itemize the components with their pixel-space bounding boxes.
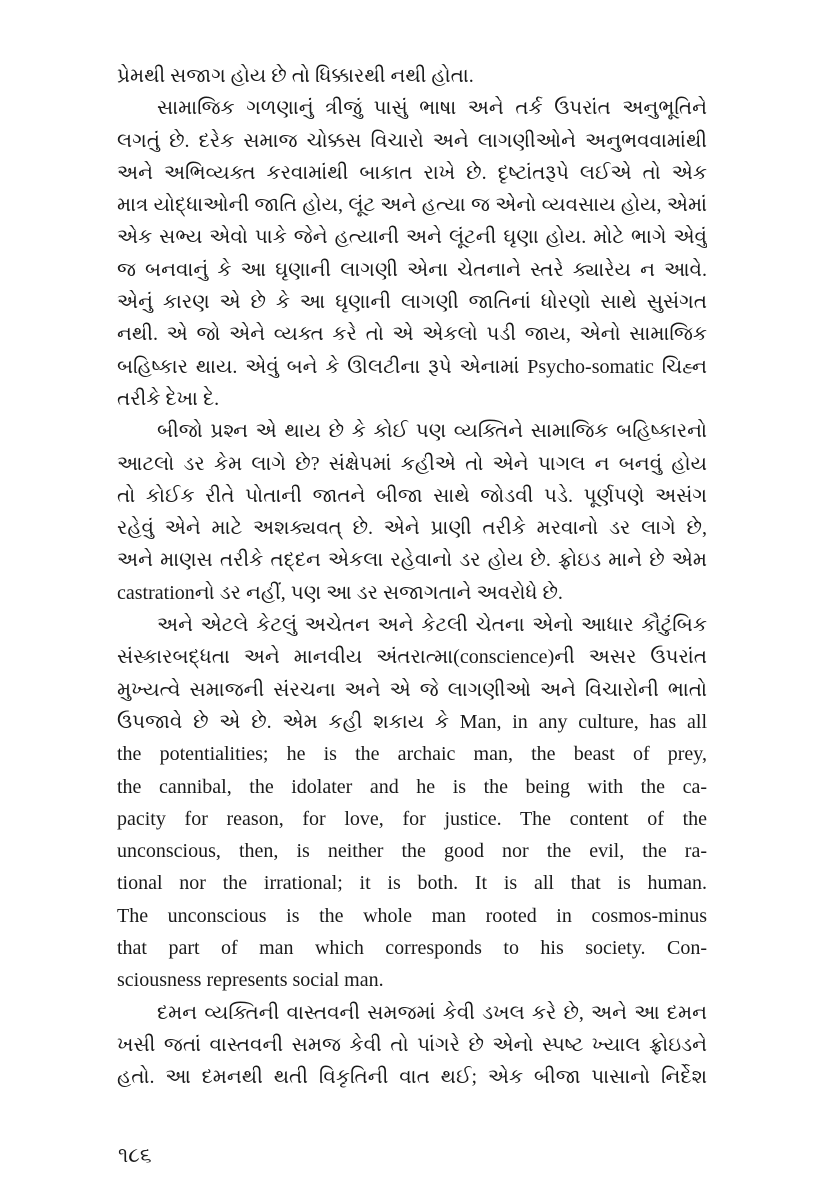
text-line: પ્રેમથી સજાગ હોય છે તો ધિક્કારથી નથી હોતા. xyxy=(117,65,474,87)
text-line: એનું કારણ એ છે કે આ ઘૃણાની લાગણી જાતિનાં ધોરણો સાથે સુસંગત xyxy=(117,291,707,314)
text-line: the potentialities; he is the archaic man, the beast of prey, xyxy=(117,743,707,766)
text-line: બહિષ્કાર થાય. એવું બને કે ઊલટીના રૂપે એનામાં Psycho-somatic ચિહ્ન xyxy=(117,355,707,378)
text-line: બીજો પ્રશ્ન એ થાય છે કે કોઈ પણ વ્યક્તિને સામાજિક બહિષ્કારનો xyxy=(157,420,707,443)
text-line: તો કોઈક રીતે પોતાની જાતને બીજા સાથે જોડવી પડે. પૂર્ણપણે અસંગ xyxy=(117,484,707,507)
text-line: castrationનો ડર નહીં, પણ આ ડર સજાગતાને અવરોધે છે. xyxy=(117,581,563,604)
text-line: unconscious, then, is neither the good nor the evil, the ra- xyxy=(117,840,707,863)
text-line: દમન વ્યક્તિની વાસ્તવની સમજમાં કેવી ડખલ કરે છે, અને આ દમન xyxy=(157,1001,707,1024)
text-line: એક સભ્ય એવો પાકે જેને હત્યાની અને લૂંટની ઘૃણા હોય. મોટે ભાગે એવું xyxy=(117,226,707,249)
text-line: તરીકે દેખા દે. xyxy=(117,387,220,410)
text-line: માત્ર યોદ્ધાઓની જાતિ હોય, લૂંટ અને હત્યા જ એનો વ્યવસાય હોય, એમાં xyxy=(117,194,707,217)
text-line: The unconscious is the whole man rooted in cosmos-minus xyxy=(117,904,707,927)
text-line: tional nor the irrational; it is both. It is all that is human. xyxy=(117,872,707,895)
text-line: સંસ્કારબદ્ધતા અને માનવીય અંતરાત્મા(conscience)ની અસર ઉપરાંત xyxy=(117,646,707,669)
text-line: આટલો ડર કેમ લાગે છે? સંક્ષેપમાં કહીએ તો એને પાગલ ન બનવું હોય xyxy=(117,452,707,475)
text-line: ઉપજાવે છે એ છે. એમ કહી શકાય કે Man, in any culture, has all xyxy=(117,710,707,733)
text-line: ખસી જતાં વાસ્તવની સમજ કેવી તો પાંગરે છે એનો સ્પષ્ટ ખ્યાલ ફ્રોઇડને xyxy=(117,1033,707,1056)
text-line: જ બનવાનું કે આ ઘૃણાની લાગણી એના ચેતનાને સ્તરે ક્યારેય ન આવે. xyxy=(117,258,707,281)
text-line: નથી. એ જો એને વ્યક્ત કરે તો એ એકલો પડી જાય, એનો સામાજિક xyxy=(117,323,707,346)
text-line: અને અભિવ્યક્ત કરવામાંથી બાકાત રાખે છે. દૃષ્ટાંતરૂપે લઈએ તો એક xyxy=(117,161,707,184)
text-line: અને માણસ તરીકે તદ્દન એકલા રહેવાનો ડર હોય છે. ફ્રોઇડ માને છે એમ xyxy=(117,549,707,572)
body-text xyxy=(117,60,707,1094)
text-line: મુખ્યત્વે સમાજની સંરચના અને એ જે લાગણીઓ અને વિચારોની ભાતો xyxy=(117,678,707,701)
text-line: the cannibal, the idolater and he is the being with the ca- xyxy=(117,775,707,798)
text-line: હતો. આ દમનથી થતી વિકૃતિની વાત થઈ; એક બીજા પાસાનો નિર્દેશ xyxy=(117,1066,707,1089)
text-line: અને એટલે કેટલું અચેતન અને કેટલી ચેતના એનો આધાર કૌટુંબિક xyxy=(157,614,707,637)
text-line: that part of man which corresponds to his society. Con- xyxy=(117,937,707,960)
text-line: sciousness represents social man. xyxy=(117,969,384,992)
text-line: pacity for reason, for love, for justice. The content of the xyxy=(117,807,707,830)
page-number: ૧૮૬ xyxy=(118,1143,152,1167)
text-line: રહેવું એને માટે અશક્યવત્ છે. એને પ્રાણી તરીકે મરવાનો ડર લાગે છે, xyxy=(117,517,707,540)
text-line: સામાજિક ગળણાનું ત્રીજું પાસું ભાષા અને તર્ક ઉપરાંત અનુભૂતિને xyxy=(157,97,707,120)
text-line: લગતું છે. દરેક સમાજ ચોક્કસ વિચારો અને લાગણીઓને અનુભવવામાંથી xyxy=(117,129,707,152)
